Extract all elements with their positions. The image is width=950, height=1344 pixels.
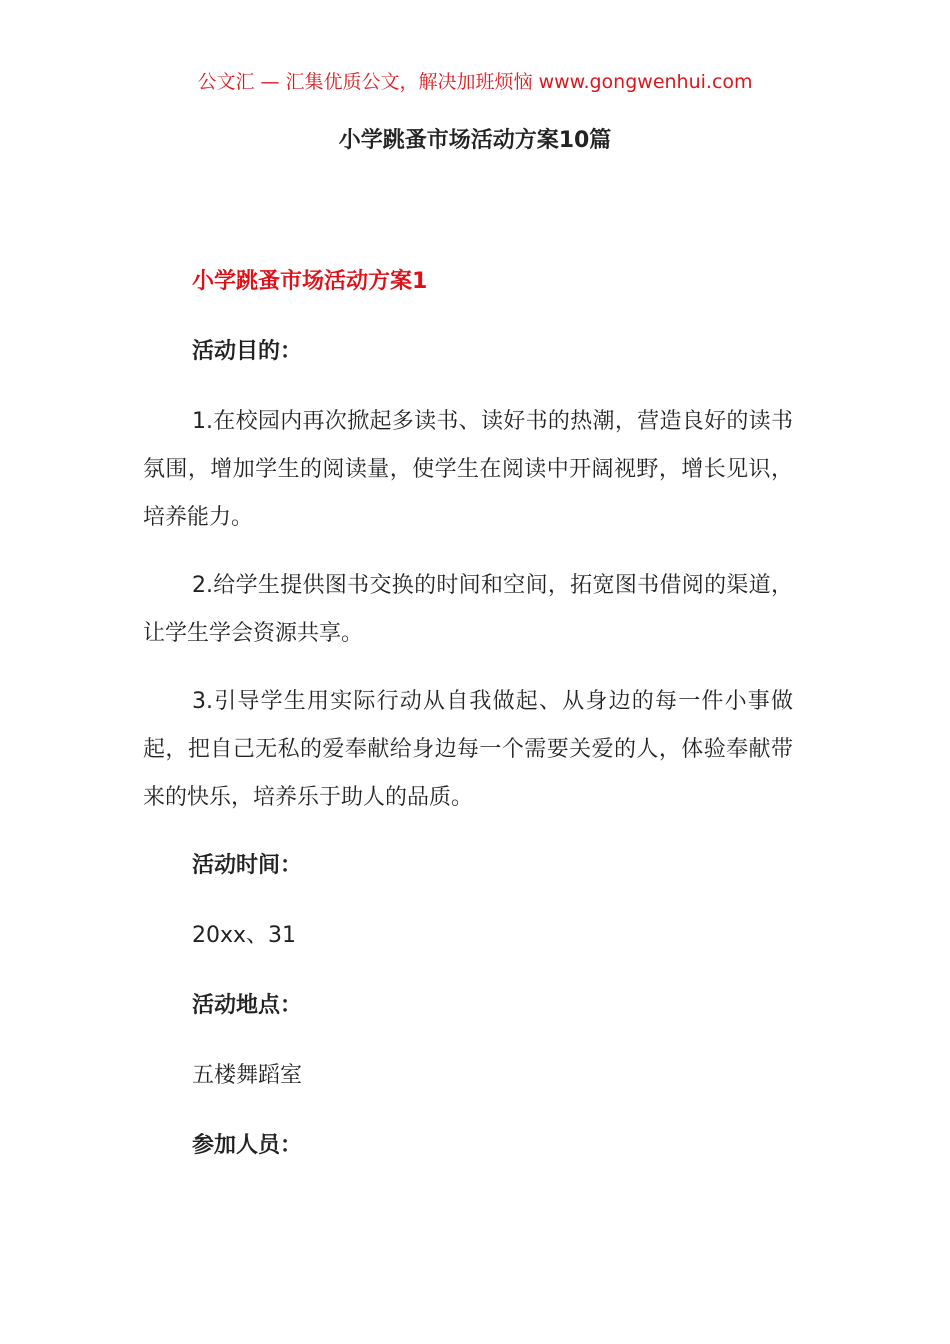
site-header-watermark[interactable]: 公文汇 — 汇集优质公文，解决加班烦恼 www.gongwenhui.com [197, 71, 753, 93]
document-title: 小学跳蚤市场活动方案10篇 [338, 128, 612, 153]
location-value: 五楼舞蹈室 [192, 1063, 303, 1088]
purpose-label: 活动目的： [192, 339, 303, 364]
time-label: 活动时间： [192, 853, 303, 878]
time-value: 20xx、31 [192, 923, 297, 948]
purpose-item-2: 2.给学生提供图书交换的时间和空间，拓宽图书借阅的渠道，让学生学会资源共享。 [143, 573, 793, 646]
document-body [143, 258, 793, 1192]
location-label: 活动地点： [192, 993, 303, 1018]
purpose-item-1: 1.在校园内再次掀起多读书、读好书的热潮，营造良好的读书氛围，增加学生的阅读量，使学生在阅读中开阔视野，增长见识，培养能力。 [143, 409, 793, 530]
section-heading: 小学跳蚤市场活动方案1 [192, 269, 428, 294]
purpose-item-3: 3.引导学生用实际行动从自我做起、从身边的每一件小事做起，把自己无私的爱奉献给身边每一个需要关爱的人，体验奉献带来的快乐，培养乐于助人的品质。 [143, 689, 793, 810]
participants-label: 参加人员： [192, 1133, 303, 1158]
